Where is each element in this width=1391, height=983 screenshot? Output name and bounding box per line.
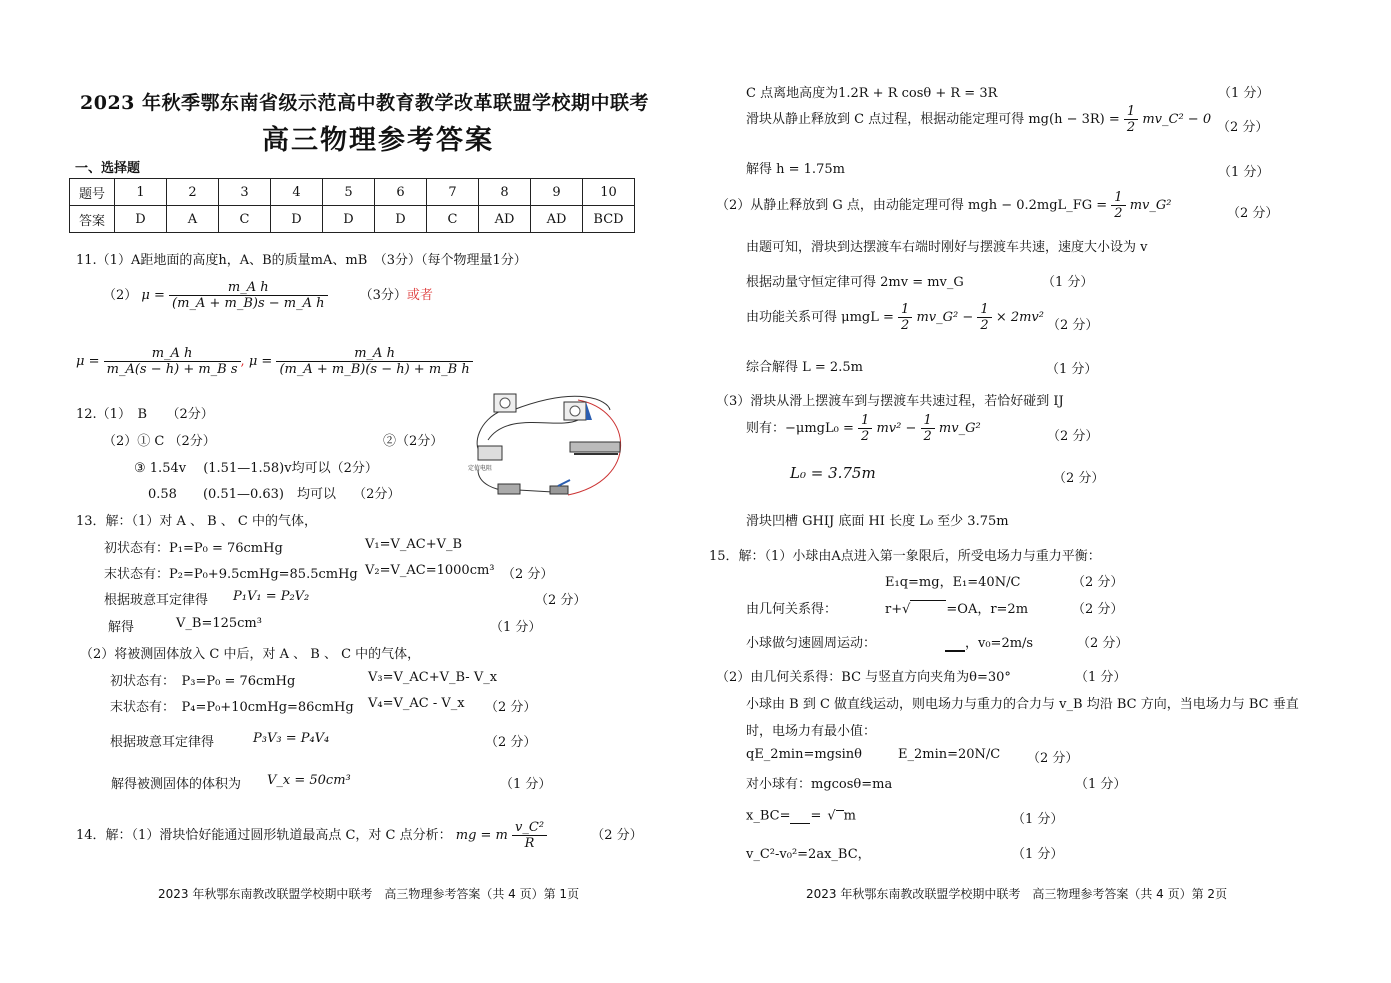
q13-line8a: 末状态有： P₄=P₀+10cmHg=86cmHg [110, 700, 354, 715]
table-cell: BCD [583, 206, 635, 233]
fraction [512, 820, 547, 851]
fraction [858, 413, 872, 444]
q13-score: （2 分） [502, 567, 554, 582]
rheostat-icon [570, 442, 620, 452]
battery-icon [498, 484, 520, 494]
q13-line2b: V₁=V_AC+V_B [365, 537, 463, 552]
equation-tail: mv_G² [1129, 198, 1172, 213]
q14-cont-line6: 根据动量守恒定律可得 2mv = mv_G [746, 275, 964, 290]
q14-cont-line7 [746, 302, 1044, 333]
score: （2 分） [1047, 429, 1099, 444]
table-cell: AD [479, 206, 531, 233]
q13-line5a: 解得 [108, 620, 135, 635]
q13-line1: 13．解：（1）对 A 、 B 、 C 中的气体， [76, 514, 317, 529]
denominator: (m_A + m_B)s − m_A h [172, 296, 325, 311]
numerator: 1 [1111, 190, 1125, 206]
table-cell: 6 [375, 179, 427, 206]
footer-page-2: 2023 年秋鄂东南教改联盟学校期中联考 高三物理参考答案（共 4 页）第 2页 [806, 887, 1228, 901]
q15-line8b: E_2min=20N/C [898, 747, 1001, 762]
q15-line7: 时，电场力有最小值： [746, 724, 877, 739]
score: （1 分） [1012, 812, 1064, 827]
separator: , [240, 354, 245, 369]
q13-line7a: 初状态有： P₃=P₀ = 76cmHg [110, 674, 296, 689]
fraction-bar [945, 635, 965, 652]
q11-part2-label: （2） [103, 288, 138, 303]
table-cell: C [427, 206, 479, 233]
score: （1 分） [1012, 847, 1064, 862]
equation-part: mv² − [876, 421, 917, 436]
table-header-cell: 答案 [70, 206, 115, 233]
q13-score: （1 分） [500, 777, 552, 792]
q13-line3b: V₂=V_AC=1000cm³ [365, 563, 495, 578]
table-cell: 4 [271, 179, 323, 206]
q15-line4 [945, 632, 1033, 652]
q13-score: （2 分） [485, 735, 537, 750]
score: （2 分） [1047, 318, 1099, 333]
score: （1 分） [1075, 777, 1127, 792]
q13-score: （2 分） [485, 700, 537, 715]
equation-text: 滑块从静止释放到 C 点过程，根据动能定理可得 mg(h − 3R) = [746, 112, 1120, 127]
table-cell: D [323, 206, 375, 233]
sqrt-symbol: r+√ [885, 602, 911, 617]
q11-score: （3分） [359, 288, 407, 303]
equation-text: 由功能关系可得 μmgL = [746, 310, 894, 325]
q15-line6: 小球由 B 到 C 做直线运动，则电场力与重力的合力与 v_B 均沿 BC 方向，当电场力与 BC 垂直 [746, 697, 1299, 712]
score: （2 分） [1217, 120, 1269, 135]
table-header-cell: 题号 [70, 179, 115, 206]
denominator: 2 [901, 318, 910, 333]
q12-line2b: ②（2分） [383, 434, 444, 449]
table-cell: 9 [531, 179, 583, 206]
q14-cont-line12: 滑块凹槽 GHIJ 底面 HI 长度 L₀ 至少 3.75m [746, 514, 1009, 529]
q14-cont-line9: （3）滑块从滑上摆渡车到与摆渡车共速过程，若恰好碰到 IJ [716, 394, 1064, 409]
answer-table [69, 178, 635, 233]
q11-formula-1 [103, 280, 433, 311]
table-cell: 8 [479, 179, 531, 206]
q11-formula-2 [76, 346, 473, 377]
score: （2 分） [1072, 602, 1124, 617]
q14-cont-line5: 由题可知，滑块到达摆渡车右端时刚好与摆渡车共速，速度大小设为 v [746, 240, 1148, 255]
numerator: m_A h [169, 280, 327, 296]
document-title: 2023 年秋季鄂东南省级示范高中教育教学改革联盟学校期中联考 [80, 92, 649, 114]
table-cell: A [167, 206, 219, 233]
equation-part: × 2mv² [995, 310, 1044, 325]
equation-text: 则有：−μmgL₀ = [746, 421, 854, 436]
fraction [898, 302, 912, 333]
fraction [169, 280, 327, 311]
table-cell: 10 [583, 179, 635, 206]
numerator: 1 [898, 302, 912, 318]
resistor-label: 定值电阻 [468, 465, 493, 472]
q14-cont-line2 [746, 104, 1211, 135]
q14-cont-line11: L₀ = 3.75m [790, 464, 876, 482]
fraction [921, 413, 935, 444]
denominator: 2 [980, 318, 989, 333]
switch-icon [550, 486, 568, 494]
denominator: 2 [861, 429, 870, 444]
q13-line4a: 根据玻意耳定律得 [104, 593, 209, 608]
table-cell: D [375, 206, 427, 233]
table-row-numbers [70, 179, 635, 206]
table-cell: 5 [323, 179, 375, 206]
score: （2 分） [1227, 206, 1279, 221]
fraction [977, 302, 991, 333]
q12-line4: 0.58 (0.51—0.63) 均可以 （2分） [148, 487, 401, 502]
denominator: R [524, 836, 535, 851]
fraction [276, 346, 472, 377]
sqrt-bar [910, 600, 946, 616]
numerator: m_A h [104, 346, 241, 362]
sqrt-symbol: √ [827, 808, 836, 824]
numerator: m_A h [276, 346, 472, 362]
equation-text: （2）从静止释放到 G 点，由动能定理可得 mgh − 0.2mgL_FG = [716, 198, 1108, 213]
q13-line2a: 初状态有：P₁=P₀ = 76cmHg [104, 541, 283, 556]
denominator: 2 [1114, 206, 1123, 221]
numerator: 1 [977, 302, 991, 318]
q13-line5b: V_B=125cm³ [176, 616, 262, 631]
mu-symbol: μ = [248, 354, 273, 369]
q13-score: （1 分） [490, 620, 542, 635]
q12-line3: ③ 1.54v (1.51—1.58)v均可以（2分） [134, 461, 378, 476]
fraction [104, 346, 241, 377]
equation-tail: =OA，r=2m [946, 602, 1029, 617]
q15-line1: 15．解：（1）小球由A点进入第一象限后，所受电场力与重力平衡： [709, 549, 1101, 564]
fraction-bar [790, 808, 810, 824]
q14-intro-text: 14．解：（1）滑块恰好能通过圆形轨道最高点 C，对 C 点分析： [76, 828, 452, 843]
denominator: (m_A + m_B)(s − h) + m_B h [279, 362, 470, 377]
table-row-answers [70, 206, 635, 233]
score: （1 分） [1218, 86, 1270, 101]
or-text: 或者 [406, 288, 433, 303]
table-cell: AD [531, 206, 583, 233]
footer-page-1: 2023 年秋鄂东南教改联盟学校期中联考 高三物理参考答案（共 4 页）第 1页 [158, 887, 580, 901]
q12-line2: （2）① C （2分） [103, 434, 216, 449]
equation-part: mv_G² [938, 421, 981, 436]
equation-part: x_BC= [746, 808, 791, 824]
table-cell: 7 [427, 179, 479, 206]
mu-symbol: μ = [76, 354, 100, 369]
q14-cont-line8: 综合解得 L = 2.5m [746, 360, 863, 375]
score: （2 分） [1027, 751, 1079, 766]
q13-score: （2 分） [535, 593, 587, 608]
table-cell: C [219, 206, 271, 233]
table-cell: D [271, 206, 323, 233]
q15-line10 [746, 808, 856, 826]
q15-line11: v_C²-v₀²=2ax_BC， [746, 847, 871, 862]
q13-line10b: V_x = 50cm³ [267, 773, 351, 788]
equation-part: m [843, 808, 856, 824]
q15-line2: E₁q=mg，E₁=40N/C [885, 575, 1021, 590]
mu-symbol: μ = [141, 288, 165, 303]
q14-score: （2 分） [591, 828, 643, 843]
denominator: 2 [923, 429, 932, 444]
equation-part: mv_G² − [916, 310, 974, 325]
q14-cont-line4 [716, 190, 1171, 221]
q13-line9a: 根据玻意耳定律得 [110, 735, 215, 750]
numerator: v_C² [512, 820, 547, 836]
section-heading-choice: 一、选择题 [75, 161, 141, 176]
q14-intro [76, 820, 643, 851]
q14-eq-left: mg = m [455, 828, 508, 843]
fraction [1111, 190, 1125, 221]
q13-line7b: V₃=V_AC+V_B- V_x [368, 670, 498, 685]
q13-line9b: P₃V₃ = P₄V₄ [253, 731, 330, 746]
q14-cont-line1: C 点离地高度为1.2R + R cosθ + R = 3R [746, 86, 998, 101]
table-cell: D [115, 206, 167, 233]
score: （1 分） [1218, 165, 1270, 180]
score: （2 分） [1072, 575, 1124, 590]
fraction [1124, 104, 1138, 135]
equation-tail: ，v₀=2m/s [965, 636, 1034, 651]
q15-line4a: 小球做匀速圆周运动： [746, 636, 877, 651]
q13-line4b: P₁V₁ = P₂V₂ [233, 589, 310, 604]
q15-line3a: 由几何关系得： [746, 602, 838, 617]
score: （1 分） [1075, 670, 1127, 685]
table-cell: 2 [167, 179, 219, 206]
numerator: 1 [858, 413, 872, 429]
equation-tail: mv_C² − 0 [1142, 112, 1212, 127]
score: （2 分） [1077, 636, 1129, 651]
q15-line9: 对小球有：mgcosθ=ma [746, 777, 893, 792]
answer-key-title: 高三物理参考答案 [262, 125, 494, 156]
q14-cont-line3: 解得 h = 1.75m [746, 162, 845, 177]
score: （1 分） [1042, 275, 1094, 290]
q15-line3 [885, 598, 1028, 617]
q15-line5: （2）由几何关系得：BC 与竖直方向夹角为θ=30° [716, 670, 1011, 685]
denominator: 2 [1126, 120, 1136, 135]
q13-line8b: V₄=V_AC - V_x [368, 696, 465, 711]
q15-line8a: qE_2min=mgsinθ [746, 747, 863, 762]
resistor-icon [478, 446, 502, 460]
q13-line3a: 末状态有：P₂=P₀+9.5cmHg=85.5cmHg [104, 567, 358, 582]
q12-line1: 12.（1） B （2分） [76, 407, 214, 422]
q13-line10a: 解得被测固体的体积为 [111, 777, 242, 792]
q13-line6: （2）将被测固体放入 C 中后，对 A 、 B 、 C 中的气体， [80, 647, 421, 662]
score: （1 分） [1046, 362, 1098, 377]
q14-cont-line10 [746, 413, 981, 444]
numerator: 1 [921, 413, 935, 429]
table-cell: 1 [115, 179, 167, 206]
denominator: m_A(s − h) + m_B s [106, 362, 238, 377]
q11-line1: 11.（1）A距地面的高度h，A、B的质量mA、mB （3分）（每个物理量1分） [76, 253, 527, 268]
score: （2 分） [1053, 471, 1105, 486]
circuit-diagram [458, 390, 636, 502]
table-cell: 3 [219, 179, 271, 206]
numerator: 1 [1124, 104, 1138, 120]
equation-part: = [810, 808, 822, 824]
